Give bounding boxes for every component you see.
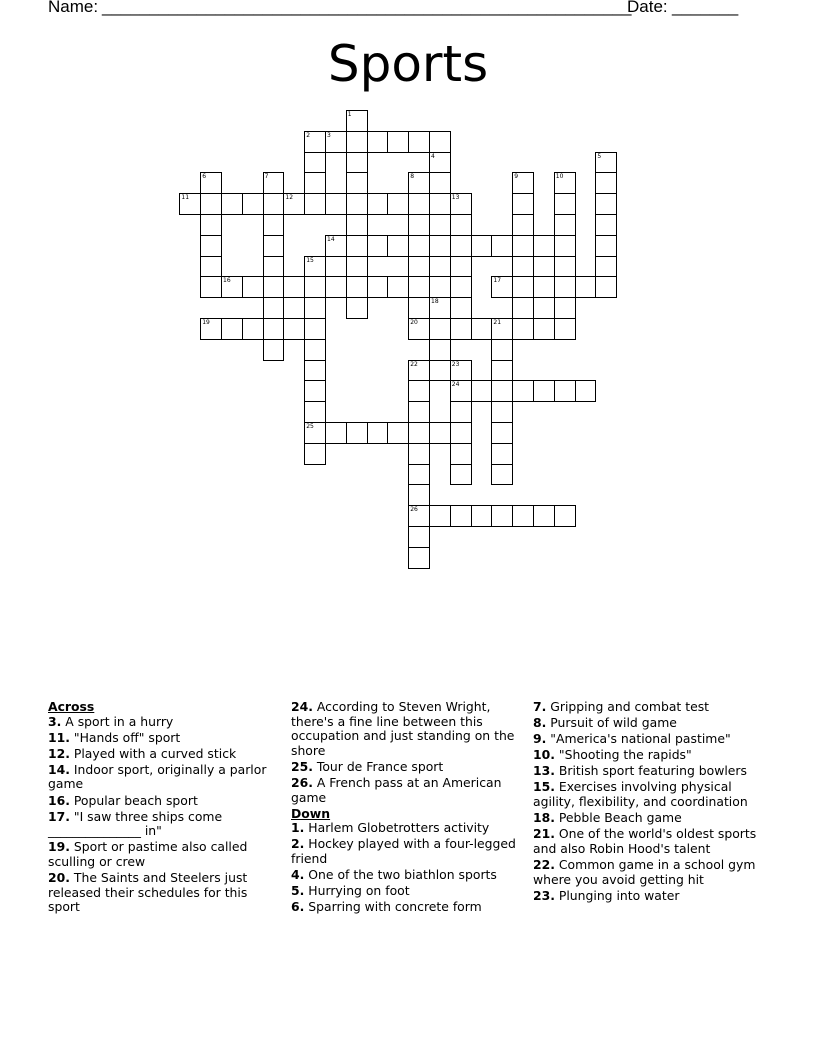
clue-number: 8 [410, 173, 415, 181]
grid-cell[interactable] [471, 235, 493, 257]
grid-cell[interactable] [304, 131, 326, 153]
grid-cell[interactable] [450, 297, 472, 319]
clue-number: 20 [410, 319, 418, 326]
clue-number: 17 [493, 277, 502, 285]
down-clue: 5. Hurrying on foot [291, 883, 410, 899]
grid-cell[interactable] [408, 401, 430, 423]
across-clue: 3. A sport in a hurry [48, 713, 174, 729]
clue-number: 1 [347, 111, 352, 118]
grid-cell[interactable] [221, 276, 243, 298]
down-clue: 6. Sparring with concrete form [291, 899, 482, 915]
grid-cell[interactable] [450, 214, 472, 236]
grid-cell[interactable] [263, 235, 285, 257]
grid-cell[interactable] [346, 256, 368, 278]
clue-number: 21 [493, 319, 502, 326]
down-clue: 7. Gripping and combat test [533, 699, 710, 714]
grid-cell[interactable] [450, 235, 472, 257]
clue-column-3 [533, 700, 763, 905]
name-field[interactable]: ________________________________________________________ [102, 0, 632, 16]
grid-cell[interactable] [512, 172, 534, 194]
grid-cell[interactable] [408, 276, 430, 298]
grid-cell[interactable] [304, 380, 326, 402]
grid-cell[interactable] [263, 256, 285, 278]
clue-column-2 [291, 700, 516, 916]
across-clue: 12. Played with a curved stick [48, 745, 237, 761]
grid-cell[interactable] [200, 214, 222, 236]
clue-number: 3 [327, 131, 331, 139]
grid-cell[interactable] [346, 110, 368, 132]
grid-cell[interactable] [304, 193, 326, 215]
grid-cell[interactable] [325, 276, 347, 298]
grid-cell[interactable] [471, 318, 493, 340]
grid-cell[interactable] [346, 276, 368, 298]
grid-cell[interactable] [450, 276, 472, 298]
grid-cell[interactable] [429, 422, 451, 444]
grid-cell[interactable] [450, 505, 472, 527]
clue-number: 24 [451, 381, 460, 389]
grid-cell[interactable] [450, 256, 472, 278]
clue-number: 9 [514, 173, 519, 181]
grid-cell[interactable] [387, 276, 409, 298]
grid-cell[interactable] [346, 235, 368, 257]
grid-cell[interactable] [221, 318, 243, 340]
grid-cell[interactable] [554, 193, 576, 215]
grid-cell[interactable] [471, 505, 493, 527]
grid-cell[interactable] [304, 339, 326, 361]
grid-cell[interactable] [471, 380, 493, 402]
grid-cell[interactable] [429, 318, 451, 340]
grid-cell[interactable] [491, 443, 513, 465]
grid-cell[interactable] [304, 276, 326, 298]
grid-cell[interactable] [429, 214, 451, 236]
clue-number: 14 [327, 235, 335, 243]
clue-number: 18 [431, 298, 439, 306]
grid-cell[interactable] [450, 443, 472, 465]
clue-number: 11 [181, 194, 190, 202]
grid-cell[interactable] [408, 318, 430, 340]
grid-cell[interactable] [491, 380, 513, 402]
grid-cell[interactable] [283, 193, 305, 215]
grid-cell[interactable] [450, 318, 472, 340]
grid-cell[interactable] [429, 235, 451, 257]
clue-number: 6 [202, 173, 207, 181]
down-clue: 2. Hockey played with a four-legged friend [291, 836, 516, 866]
grid-cell[interactable] [595, 152, 617, 174]
clue-number: 13 [451, 194, 460, 202]
grid-cell[interactable] [575, 276, 597, 298]
grid-cell[interactable] [221, 193, 243, 215]
clue-column-1 [48, 700, 273, 916]
grid-cell[interactable] [263, 297, 285, 319]
grid-cell[interactable] [408, 297, 430, 319]
grid-cell[interactable] [304, 152, 326, 174]
grid-cell[interactable] [408, 360, 430, 382]
grid-cell[interactable] [554, 214, 576, 236]
grid-cell[interactable] [242, 193, 264, 215]
grid-cell[interactable] [512, 193, 534, 215]
grid-cell[interactable] [179, 193, 201, 215]
date-label: Date: [627, 0, 668, 16]
grid-cell[interactable] [595, 214, 617, 236]
grid-cell[interactable] [554, 172, 576, 194]
clue-number: 12 [285, 194, 294, 202]
across-clue: 19. Sport or pastime also called sculling or crew [48, 839, 248, 869]
grid-cell[interactable] [554, 297, 576, 319]
clue-list [48, 700, 768, 1000]
grid-cell[interactable] [533, 380, 555, 402]
grid-cell[interactable] [491, 318, 513, 340]
grid-cell[interactable] [200, 235, 222, 257]
grid-cell[interactable] [554, 235, 576, 257]
grid-cell[interactable] [200, 276, 222, 298]
down-clue: 23. Plunging into water [533, 887, 680, 903]
down-clue: 13. British sport featuring bowlers [533, 763, 747, 779]
grid-cell[interactable] [325, 235, 347, 257]
page-title: Sports [327, 35, 489, 93]
grid-cell[interactable] [595, 256, 617, 278]
grid-cell[interactable] [512, 505, 534, 527]
clue-number: 23 [451, 360, 460, 368]
grid-cell[interactable] [283, 318, 305, 340]
grid-cell[interactable] [304, 318, 326, 340]
grid-cell[interactable] [554, 318, 576, 340]
grid-cell[interactable] [429, 152, 451, 174]
down-clue: 1. Harlem Globetrotters activity [291, 820, 490, 836]
grid-cell[interactable] [429, 193, 451, 215]
grid-cell[interactable] [533, 235, 555, 257]
grid-cell[interactable] [450, 422, 472, 444]
clue-number: 22 [410, 360, 418, 368]
clue-number: 26 [410, 506, 418, 514]
grid-cell[interactable] [346, 422, 368, 444]
grid-cell[interactable] [512, 318, 534, 340]
grid-cell[interactable] [304, 360, 326, 382]
grid-cell[interactable] [242, 318, 264, 340]
across-clue: 11. "Hands off" sport [48, 729, 181, 745]
down-clue: 9. "America's national pastime" [533, 731, 731, 747]
grid-cell[interactable] [408, 547, 430, 569]
grid-cell[interactable] [263, 276, 285, 298]
down-heading: Down [291, 805, 331, 821]
down-clue: 4. One of the two biathlon sports [291, 867, 497, 883]
grid-cell[interactable] [408, 214, 430, 236]
grid-cell[interactable] [263, 214, 285, 236]
grid-cell[interactable] [429, 297, 451, 319]
grid-cell[interactable] [575, 380, 597, 402]
grid-cell[interactable] [554, 505, 576, 527]
grid-cell[interactable] [408, 443, 430, 465]
grid-cell[interactable] [429, 131, 451, 153]
grid-cell[interactable] [595, 276, 617, 298]
grid-cell[interactable] [429, 505, 451, 527]
grid-cell[interactable] [491, 505, 513, 527]
across-clue: 16. Popular beach sport [48, 792, 198, 808]
grid-cell[interactable] [408, 484, 430, 506]
grid-cell[interactable] [367, 193, 389, 215]
grid-cell[interactable] [367, 276, 389, 298]
grid-cell[interactable] [346, 193, 368, 215]
grid-cell[interactable] [491, 360, 513, 382]
grid-cell[interactable] [325, 193, 347, 215]
grid-cell[interactable] [408, 256, 430, 278]
grid-cell[interactable] [387, 193, 409, 215]
grid-cell[interactable] [408, 193, 430, 215]
grid-cell[interactable] [491, 464, 513, 486]
across-heading: Across [48, 699, 95, 714]
grid-cell[interactable] [325, 131, 347, 153]
clue-number: 7 [264, 173, 269, 181]
grid-cell[interactable] [408, 172, 430, 194]
grid-cell[interactable] [346, 152, 368, 174]
grid-cell[interactable] [450, 193, 472, 215]
grid-cell[interactable] [512, 214, 534, 236]
down-clue: 15. Exercises involving physical agility, flexibility, and coordination [533, 779, 748, 810]
grid-cell[interactable] [263, 172, 285, 194]
grid-cell[interactable] [387, 131, 409, 153]
grid-cell[interactable] [533, 276, 555, 298]
grid-cell[interactable] [595, 193, 617, 215]
grid-cell[interactable] [304, 443, 326, 465]
grid-cell[interactable] [346, 297, 368, 319]
grid-cell[interactable] [450, 401, 472, 423]
grid-cell[interactable] [283, 276, 305, 298]
grid-cell[interactable] [512, 276, 534, 298]
grid-cell[interactable] [429, 339, 451, 361]
grid-cell[interactable] [200, 256, 222, 278]
grid-cell[interactable] [429, 172, 451, 194]
grid-cell[interactable] [242, 276, 264, 298]
grid-cell[interactable] [387, 422, 409, 444]
grid-cell[interactable] [304, 422, 326, 444]
grid-cell[interactable] [491, 276, 513, 298]
clue-number: 16 [223, 277, 231, 285]
grid-cell[interactable] [595, 172, 617, 194]
grid-cell[interactable] [512, 256, 534, 278]
grid-cell[interactable] [512, 297, 534, 319]
grid-cell[interactable] [304, 256, 326, 278]
grid-cell[interactable] [512, 380, 534, 402]
grid-cell[interactable] [595, 235, 617, 257]
date-field[interactable]: _______ [672, 0, 739, 16]
grid-cell[interactable] [346, 214, 368, 236]
across-clue: 24. According to Steven Wright, there's a fine line between this occupation and just standing on the shore [291, 699, 515, 758]
grid-cell[interactable] [554, 380, 576, 402]
name-label: Name: [48, 0, 99, 16]
grid-cell[interactable] [200, 172, 222, 194]
grid-cell[interactable] [408, 380, 430, 402]
across-clue: 20. The Saints and Steelers just released their schedules for this sport [48, 870, 248, 915]
grid-cell[interactable] [554, 276, 576, 298]
grid-cell[interactable] [491, 339, 513, 361]
grid-cell[interactable] [387, 235, 409, 257]
down-clue: 18. Pebble Beach game [533, 810, 682, 826]
grid-cell[interactable] [408, 526, 430, 548]
clue-number: 19 [202, 319, 210, 326]
grid-cell[interactable] [263, 339, 285, 361]
down-clue: 8. Pursuit of wild game [533, 715, 677, 731]
grid-cell[interactable] [367, 235, 389, 257]
grid-cell[interactable] [367, 422, 389, 444]
grid-cell[interactable] [429, 360, 451, 382]
across-clue: 26. A French pass at an American game [291, 774, 502, 805]
grid-cell[interactable] [533, 505, 555, 527]
clue-number: 25 [306, 423, 314, 430]
clue-number: 10 [555, 173, 564, 181]
grid-cell[interactable] [346, 131, 368, 153]
grid-cell[interactable] [554, 256, 576, 278]
clue-number: 2 [306, 131, 311, 139]
grid-cell[interactable] [346, 172, 368, 194]
grid-cell[interactable] [263, 193, 285, 215]
grid-cell[interactable] [408, 422, 430, 444]
grid-cell[interactable] [450, 464, 472, 486]
grid-cell[interactable] [491, 401, 513, 423]
grid-cell[interactable] [367, 131, 389, 153]
down-clue: 10. "Shooting the rapids" [533, 747, 692, 763]
clue-number: 4 [431, 152, 435, 160]
grid-cell[interactable] [429, 256, 451, 278]
down-clue: 21. One of the world's oldest sports and also Robin Hood's talent [533, 826, 757, 856]
grid-cell[interactable] [408, 505, 430, 527]
across-clue: 17. "I saw three ships come _______________ in" [48, 808, 223, 839]
grid-cell[interactable] [263, 318, 285, 340]
grid-cell[interactable] [491, 235, 513, 257]
grid-cell[interactable] [200, 318, 222, 340]
grid-cell[interactable] [491, 422, 513, 444]
grid-cell[interactable] [325, 422, 347, 444]
grid-cell[interactable] [304, 401, 326, 423]
grid-cell[interactable] [304, 172, 326, 194]
across-clue: 14. Indoor sport, originally a parlor game [48, 761, 267, 792]
grid-cell[interactable] [533, 318, 555, 340]
across-clue: 25. Tour de France sport [291, 758, 444, 774]
grid-cell[interactable] [512, 235, 534, 257]
grid-cell[interactable] [200, 193, 222, 215]
grid-cell[interactable] [408, 464, 430, 486]
grid-cell[interactable] [450, 380, 472, 402]
clue-number: 15 [306, 256, 314, 264]
clue-number: 5 [597, 152, 602, 160]
down-clue: 22. Common game in a school gym where you avoid getting hit [533, 856, 756, 887]
grid-cell[interactable] [304, 297, 326, 319]
grid-cell[interactable] [450, 360, 472, 382]
grid-cell[interactable] [408, 131, 430, 153]
grid-cell[interactable] [408, 235, 430, 257]
